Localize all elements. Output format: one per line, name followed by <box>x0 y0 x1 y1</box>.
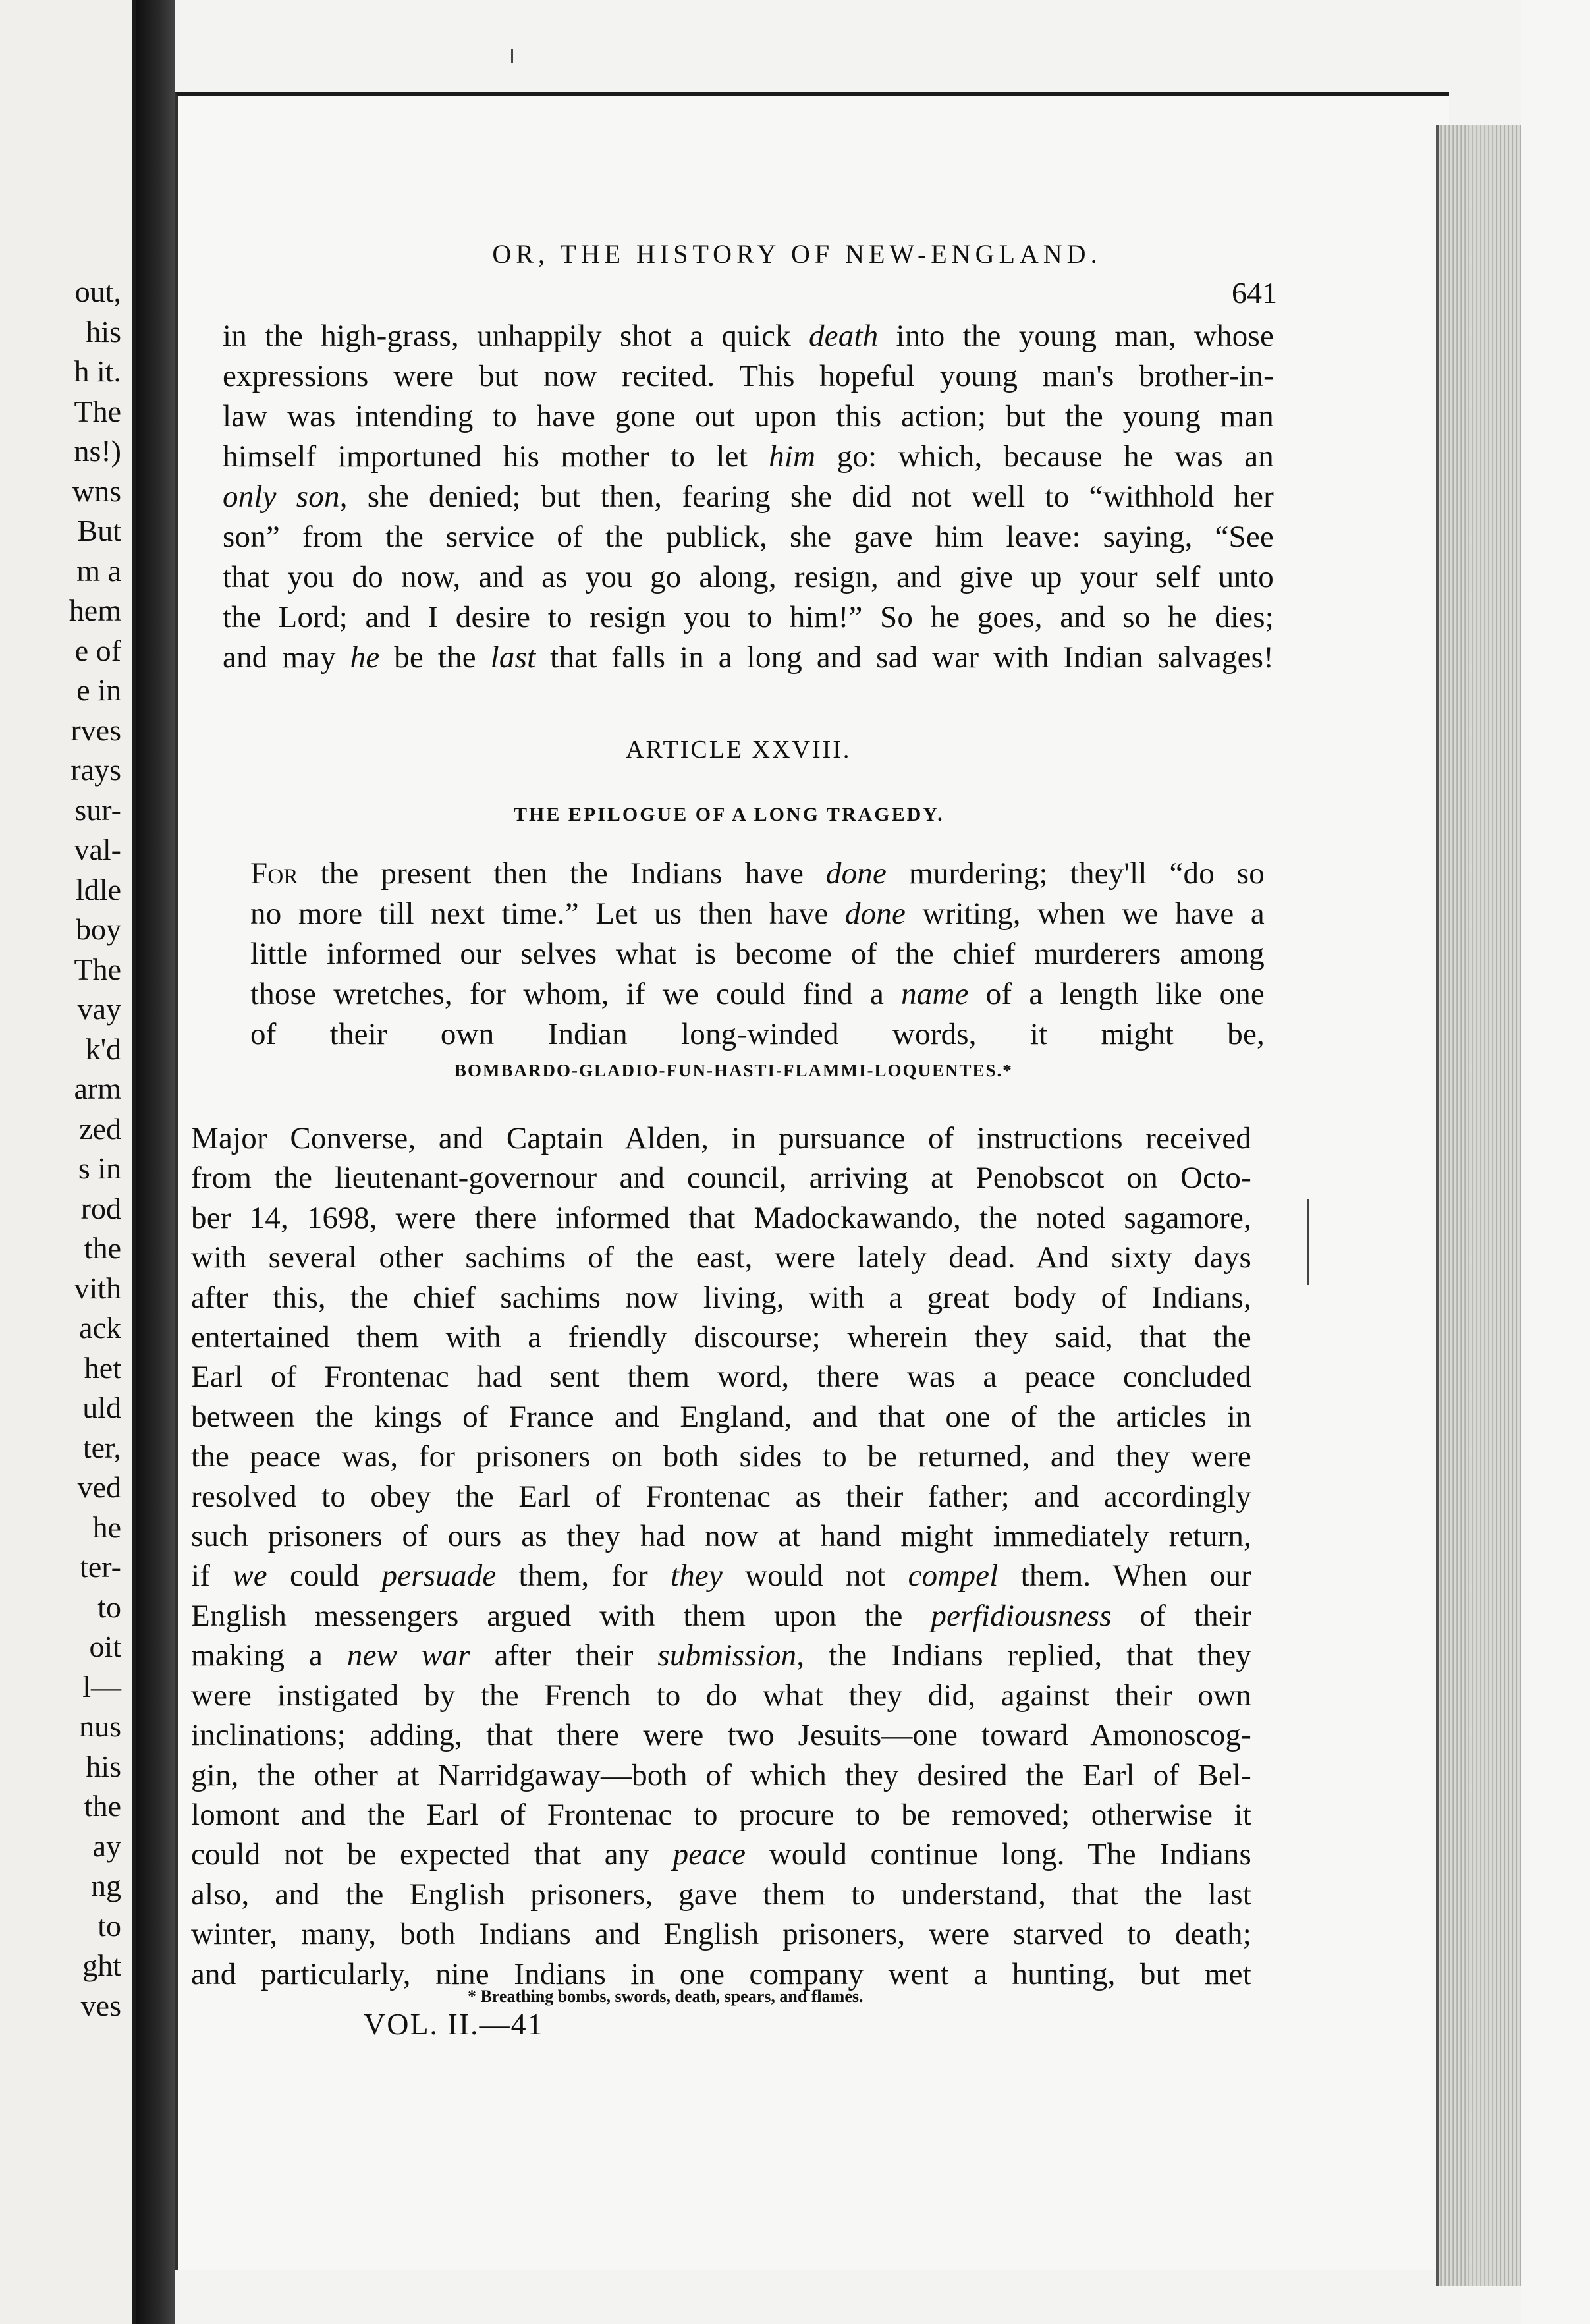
text-run: making a <box>191 1638 347 1673</box>
text-line <box>191 1676 1251 1715</box>
text-run: could not be expected that any <box>191 1837 673 1872</box>
facing-page-fragment: het <box>84 1350 121 1385</box>
text-run: expressions were but now recited. This hopeful young man's brother-in- <box>223 359 1274 393</box>
text-run: death <box>808 319 879 353</box>
text-run: no more till next time.” Let us then have <box>250 897 845 931</box>
facing-page-fragment: ns!) <box>74 434 121 468</box>
text-run: submission <box>657 1638 797 1673</box>
text-line <box>191 1437 1251 1476</box>
text-run: be the <box>379 640 491 675</box>
text-run: after their <box>470 1638 658 1673</box>
facing-page-fragment: out, <box>74 275 121 308</box>
text-run: last <box>490 640 536 675</box>
book-gutter-shadow <box>136 0 175 2324</box>
text-run: of a length like one <box>968 977 1265 1011</box>
text-run: himself importuned his mother to let <box>223 439 769 474</box>
epilogue-paragraph <box>250 854 1265 1055</box>
facing-page-fragment: k'd <box>85 1032 121 1066</box>
facing-page-fragment: hem <box>69 594 121 627</box>
text-run: writing, when we have a <box>906 897 1265 931</box>
article-subtitle: THE EPILOGUE OF A LONG TRAGEDY. <box>514 804 945 825</box>
facing-page-fragment: ay <box>92 1829 121 1863</box>
scan-mark <box>511 49 513 63</box>
text-line <box>191 1636 1251 1675</box>
text-run: between the kings of France and England, and that one of the articles in <box>191 1399 1251 1434</box>
facing-page-fragment: ter, <box>82 1430 121 1464</box>
text-run: that you do now, and as you go along, resign, and give up your self unto <box>223 560 1274 594</box>
text-run: , she denied; but then, fearing she did not well to “withhold her <box>339 480 1274 514</box>
text-run: them. When our <box>998 1559 1251 1593</box>
text-line <box>223 597 1274 638</box>
text-run: compel <box>908 1559 999 1593</box>
facing-page-fragment: ldle <box>76 872 121 906</box>
text-run: with several other sachims of the east, were lately dead. And sixty days <box>191 1240 1251 1275</box>
text-line <box>191 1596 1251 1636</box>
text-run: could <box>267 1559 382 1593</box>
text-run: done <box>825 856 887 891</box>
text-run: in the high-grass, unhappily shot a quick <box>223 319 809 353</box>
scan-background <box>1521 0 1590 2324</box>
facing-page-edge <box>0 0 136 2324</box>
text-run: of their own Indian long-winded words, it might be, <box>250 1017 1265 1051</box>
text-line <box>250 974 1265 1014</box>
article-title: ARTICLE XXVIII. <box>626 736 852 763</box>
facing-page-fragment: sur- <box>74 792 121 827</box>
facing-page-fragment: the <box>84 1231 121 1265</box>
text-run: murdering; they'll “do so <box>887 856 1265 891</box>
text-run: from the lieutenant-governour and council, arriving at Penobscot on Octo- <box>191 1161 1251 1196</box>
facing-page-fragment: m a <box>76 553 121 588</box>
text-run: law was intending to have gone out upon this action; but the young man <box>223 399 1274 433</box>
facing-page-fragment: ter- <box>80 1550 121 1584</box>
text-line <box>223 397 1274 437</box>
text-run: only son <box>223 480 340 514</box>
text-run: little informed our selves what is become of the chief murderers among <box>250 937 1265 971</box>
text-run: name <box>901 977 969 1011</box>
facing-page-fragment: he <box>92 1510 121 1544</box>
text-run: that falls in a long and sad war with Indian salvages! <box>535 640 1274 675</box>
text-run: Major Converse, and Captain Alden, in pursuance of instructions received <box>191 1121 1251 1155</box>
text-run: entertained them with a friendly discourse; wherein they said, that the <box>191 1320 1251 1355</box>
text-line <box>191 1914 1251 1954</box>
text-run: go: which, because he was an <box>815 439 1274 474</box>
margin-pencil-mark <box>1307 1199 1309 1285</box>
text-run: he <box>350 640 380 675</box>
text-line <box>191 1875 1251 1914</box>
facing-page-fragment: oit <box>89 1630 121 1663</box>
text-run: done <box>844 897 906 931</box>
facing-page-fragment: uld <box>82 1391 121 1424</box>
text-line <box>191 1238 1251 1277</box>
facing-page-fragment: rves <box>70 713 121 747</box>
facing-page-fragment: val- <box>74 833 121 866</box>
facing-page-fragment: e in <box>76 673 121 707</box>
text-run: also, and the English prisoners, gave them to understand, that the last <box>191 1877 1251 1912</box>
volume-signature: VOL. II.—41 <box>364 2007 544 2041</box>
facing-page-fragment: his <box>86 1749 121 1783</box>
facing-page-fragment: rays <box>70 753 121 787</box>
main-paragraph <box>191 1119 1251 1994</box>
facing-page-fragment: to <box>97 1590 121 1624</box>
text-line <box>191 1317 1251 1357</box>
text-line <box>191 1795 1251 1835</box>
text-run: after this, the chief sachims now living, with a great body of Indians, <box>191 1280 1251 1315</box>
facing-page-fragment: ack <box>79 1311 121 1344</box>
facing-page-fragment: ved <box>77 1470 121 1504</box>
text-run: and particularly, nine Indians in one company went a hunting, but met <box>191 1956 1251 1991</box>
text-run: if <box>191 1559 233 1593</box>
indian-name-heading: BOMBARDO-GLADIO-FUN-HASTI-FLAMMI-LOQUENTES.* <box>454 1061 1013 1080</box>
text-run: those wretches, for whom, if we could find a <box>250 977 902 1011</box>
text-line <box>191 1715 1251 1755</box>
text-run: them, for <box>496 1559 671 1593</box>
facing-page-fragment: his <box>86 314 121 348</box>
facing-page-fragment: zed <box>79 1111 121 1146</box>
text-run: the peace was, for prisoners on both sides to be returned, and they were <box>191 1439 1251 1474</box>
text-run: , the Indians replied, that they <box>796 1638 1252 1673</box>
text-run: we <box>233 1559 267 1593</box>
facing-page-fragment: to <box>97 1908 121 1943</box>
facing-page-fragment: h it. <box>74 354 121 388</box>
text-run: were instigated by the French to do what they did, against their own <box>191 1678 1251 1713</box>
facing-page-fragment: The <box>74 952 121 986</box>
text-line <box>191 1477 1251 1516</box>
text-run: they <box>670 1559 723 1593</box>
text-line <box>223 437 1274 477</box>
text-line <box>223 517 1274 557</box>
text-run: ber 14, 1698, were there informed that Madockawando, the noted sagamore, <box>191 1200 1251 1235</box>
text-line <box>191 1198 1251 1238</box>
facing-page-fragment: But <box>77 514 121 547</box>
text-line <box>223 477 1274 517</box>
text-run: Earl of Frontenac had sent them word, there was a peace concluded <box>191 1360 1251 1395</box>
facing-page-fragment: l— <box>82 1669 121 1703</box>
text-run: persuade <box>381 1559 497 1593</box>
text-run: winter, many, both Indians and English prisoners, were starved to death; <box>191 1917 1251 1952</box>
facing-page-fragment: vith <box>74 1271 121 1305</box>
facing-page-fragment: ng <box>91 1869 121 1902</box>
facing-page-fragment: ves <box>80 1988 121 2022</box>
facing-page-fragment: The <box>74 394 121 428</box>
text-run: son” from the service of the publick, she gave him leave: saying, “See <box>223 520 1274 554</box>
text-run: such prisoners of ours as they had now at hand might immediately return, <box>191 1519 1251 1554</box>
facing-page-fragment: the <box>84 1789 121 1823</box>
text-run: the Lord; and I desire to resign you to him!” So he goes, and so he dies; <box>223 600 1274 634</box>
text-line <box>250 1014 1265 1055</box>
text-line <box>223 316 1274 356</box>
text-line <box>191 1278 1251 1317</box>
text-run: him <box>769 439 816 474</box>
text-line <box>223 638 1274 678</box>
text-line <box>250 854 1265 894</box>
opening-paragraph <box>223 316 1274 678</box>
text-line <box>191 1516 1251 1556</box>
text-line <box>191 1397 1251 1437</box>
text-line <box>191 1158 1251 1198</box>
text-run: English messengers argued with them upon the <box>191 1598 931 1633</box>
text-line <box>191 1756 1251 1795</box>
text-run: For <box>250 856 298 891</box>
facing-page-fragment: boy <box>76 912 121 946</box>
text-line <box>250 934 1265 974</box>
text-run: gin, the other at Narridgaway—both of which they desired the Earl of Bel- <box>191 1757 1251 1792</box>
facing-page-fragment: nus <box>79 1709 121 1743</box>
text-run: perfidiousness <box>931 1598 1112 1633</box>
text-run: lomont and the Earl of Frontenac to procure to be removed; otherwise it <box>191 1797 1251 1832</box>
running-head: OR, THE HISTORY OF NEW-ENGLAND. <box>492 239 1102 269</box>
page-edges <box>1436 125 1526 2286</box>
facing-page-fragment: e of <box>74 633 121 667</box>
facing-page-fragment: ght <box>82 1949 121 1982</box>
text-line <box>191 1556 1251 1595</box>
text-run: into the young man, whose <box>878 319 1274 353</box>
facing-page-fragment: vay <box>77 992 121 1026</box>
text-run: would not <box>723 1559 908 1593</box>
text-run: inclinations; adding, that there were two Jesuits—one toward Amonoscog- <box>191 1718 1251 1753</box>
text-run: and may <box>223 640 350 675</box>
text-line <box>191 1357 1251 1397</box>
text-line <box>191 1119 1251 1158</box>
page-number: 641 <box>1232 276 1277 310</box>
text-run: would continue long. The Indians <box>746 1837 1251 1872</box>
text-run: new war <box>346 1638 470 1673</box>
facing-page-fragment: arm <box>74 1072 121 1105</box>
text-run: resolved to obey the Earl of Frontenac as their father; and accordingly <box>191 1479 1251 1514</box>
text-line <box>191 1835 1251 1874</box>
facing-page-fragment: wns <box>72 474 121 508</box>
text-run: the present then the Indians have <box>298 856 826 891</box>
text-run: of their <box>1111 1598 1251 1633</box>
facing-page-fragment: s in <box>78 1151 121 1185</box>
text-run: peace <box>672 1837 746 1872</box>
facing-page-fragment: rod <box>80 1191 121 1225</box>
text-line <box>223 356 1274 397</box>
text-line <box>223 557 1274 597</box>
footnote: * Breathing bombs, swords, death, spears, and flames. <box>468 1987 864 2006</box>
text-line <box>250 894 1265 934</box>
